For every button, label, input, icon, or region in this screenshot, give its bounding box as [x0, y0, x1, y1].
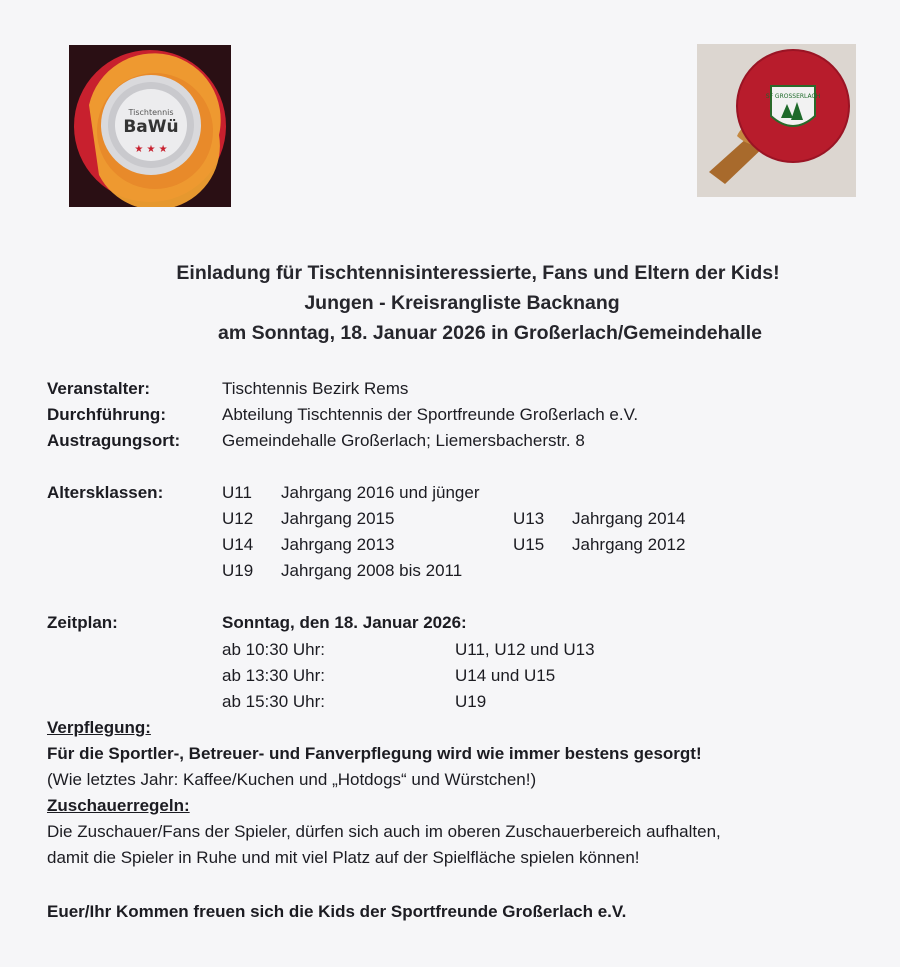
age-year: Jahrgang 2015	[281, 509, 395, 528]
rules-heading: Zuschauerregeln:	[47, 796, 190, 815]
closing-line: Euer/Ihr Kommen freuen sich die Kids der Sportfreunde Großerlach e.V.	[47, 902, 627, 921]
venue-label: Austragungsort:	[47, 431, 181, 450]
age-year: Jahrgang 2014	[572, 509, 686, 528]
age-class: U13	[513, 509, 545, 528]
catering-heading: Verpflegung:	[47, 718, 151, 737]
schedule-time: ab 10:30 Uhr:	[222, 640, 326, 659]
svg-text:SF GROSSERLACH: SF GROSSERLACH	[765, 93, 821, 100]
bawue-logo	[69, 45, 231, 207]
rules-line-2: damit die Spieler in Ruhe und mit viel Platz auf der Spielfläche spielen können!	[47, 848, 640, 867]
rules-line-1: Die Zuschauer/Fans der Spieler, dürfen sich auch im oberen Zuschauerbereich aufhalten,	[47, 822, 721, 841]
organizer-label: Veranstalter:	[47, 379, 150, 398]
schedule-classes: U11, U12 und U13	[455, 640, 595, 659]
catering-note: (Wie letztes Jahr: Kaffee/Kuchen und „Hotdogs“ und Würstchen!)	[47, 770, 537, 789]
execution-value: Abteilung Tischtennis der Sportfreunde Großerlach e.V.	[222, 405, 639, 424]
age-class: U15	[513, 535, 545, 554]
age-year: Jahrgang 2013	[281, 535, 395, 554]
title-line-3: am Sonntag, 18. Januar 2026 in Großerlach/Gemeindehalle	[217, 322, 763, 344]
schedule-label: Zeitplan:	[47, 613, 118, 632]
age-classes-label: Altersklassen:	[47, 483, 164, 502]
schedule-heading: Sonntag, den 18. Januar 2026:	[222, 613, 467, 632]
svg-text:BaWü: BaWü	[123, 117, 179, 137]
age-year: Jahrgang 2016 und jünger	[281, 483, 480, 502]
age-class: U19	[222, 561, 254, 580]
schedule-classes: U19	[455, 692, 487, 711]
svg-text:★ ★ ★: ★ ★ ★	[134, 144, 168, 155]
age-class: U14	[222, 535, 254, 554]
paddle-logo	[697, 44, 856, 197]
execution-label: Durchführung:	[47, 405, 166, 424]
title-line-2: Jungen - Kreisrangliste Backnang	[304, 292, 620, 314]
schedule-time: ab 13:30 Uhr:	[222, 666, 326, 685]
age-year: Jahrgang 2008 bis 2011	[281, 561, 463, 580]
age-class: U12	[222, 509, 254, 528]
age-class: U11	[222, 483, 252, 502]
age-year: Jahrgang 2012	[572, 535, 686, 554]
schedule-time: ab 15:30 Uhr:	[222, 692, 326, 711]
organizer-value: Tischtennis Bezirk Rems	[222, 379, 409, 398]
svg-text:Tischtennis: Tischtennis	[128, 108, 174, 117]
schedule-classes: U14 und U15	[455, 666, 556, 685]
venue-value: Gemeindehalle Großerlach; Liemersbacherstr. 8	[222, 431, 585, 450]
catering-text: Für die Sportler-, Betreuer- und Fanverpflegung wird wie immer bestens gesorgt!	[47, 744, 702, 763]
title-line-1: Einladung für Tischtennisinteressierte, Fans und Eltern der Kids!	[176, 262, 780, 284]
